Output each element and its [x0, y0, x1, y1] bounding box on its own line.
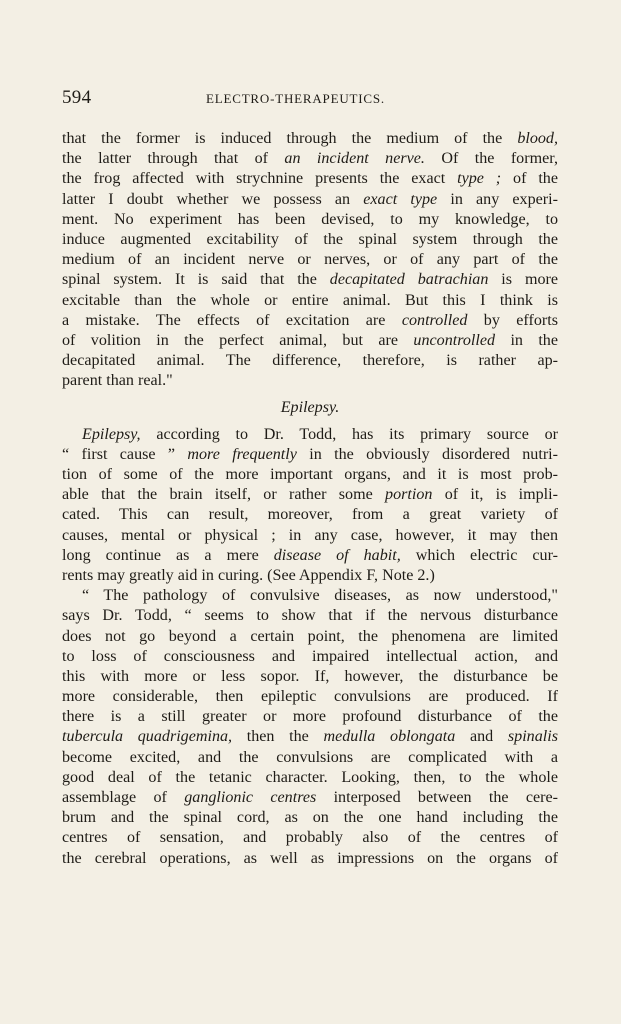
- text-line: centres of sensation, and probably also of the centres of: [62, 829, 558, 847]
- text-line: long continue as a mere disease of habit, which electric cur-: [62, 546, 558, 564]
- page-header: [62, 87, 560, 109]
- page-number: 594: [62, 87, 92, 108]
- italic-phrase: uncontrolled: [413, 331, 496, 349]
- italic-phrase: blood,: [517, 130, 558, 147]
- text-line: ment. No experiment has been devised, to my knowledge, to: [62, 210, 558, 228]
- italic-phrase: spinalis: [507, 728, 558, 746]
- text-line: medium of an incident nerve or nerves, or of any part of the: [62, 251, 558, 269]
- text-line: says Dr. Todd, “ seems to show that if the nervous disturbance: [62, 607, 558, 625]
- text-line: tubercula quadrigemina, then the medulla oblongata and spinalis: [62, 728, 558, 746]
- text-line: spinal system. It is said that the decapitated batrachian is more: [62, 271, 559, 289]
- text-line: the latter through that of an incident nerve. Of the former,: [62, 150, 558, 168]
- text-line: latter I doubt whether we possess an exact type in any experi-: [62, 190, 558, 208]
- text-line: tion of some of the more important organs, and it is most prob-: [62, 466, 558, 483]
- italic-phrase: Epilepsy,: [82, 425, 141, 443]
- body-text: [62, 129, 558, 869]
- text-line: able that the brain itself, or rather some portion of it, is impli-: [62, 486, 558, 504]
- text-line: the frog affected with strychnine presents the exact type ; of the: [62, 170, 558, 188]
- italic-phrase: type ;: [457, 170, 502, 188]
- text-line: a mistake. The effects of excitation are controlled by efforts: [62, 311, 559, 329]
- paragraph-epilepsy: [62, 425, 558, 869]
- italic-phrase: exact type: [363, 190, 438, 208]
- italic-phrase: disease of habit,: [273, 546, 401, 564]
- italic-phrase: ganglionic centres: [184, 789, 317, 806]
- text-line: does not go beyond a certain point, the phenomena are limited: [62, 627, 558, 645]
- text-line: causes, mental or physical ; in any case, however, it may then: [62, 526, 558, 544]
- text-line: decapitated animal. The difference, therefore, is rather ap-: [62, 352, 558, 370]
- text-line: that the former is induced through the medium of the blood,: [62, 130, 558, 147]
- text-line: rents may greatly aid in curing. (See Appendix F, Note 2.): [62, 566, 435, 584]
- italic-phrase: medulla oblongata: [323, 728, 456, 746]
- section-title: Epilepsy.: [280, 399, 340, 417]
- text-line: become excited, and the convulsions are complicated with a: [62, 748, 558, 766]
- text-line: of volition in the perfect animal, but are uncontrolled in the: [62, 331, 559, 349]
- italic-phrase: an incident nerve.: [284, 150, 425, 168]
- text-line: the cerebral operations, as well as impressions on the organs of: [62, 849, 558, 867]
- text-line: excitable than the whole or entire animal. But this I think is: [62, 291, 558, 309]
- text-line: “ first cause ” more frequently in the obviously disordered nutri-: [62, 445, 559, 463]
- text-line: Epilepsy, according to Dr. Todd, has its primary source or: [82, 425, 558, 443]
- text-line: this with more or less sopor. If, however, the disturbance be: [62, 667, 558, 685]
- text-line: there is a still greater or more profound disturbance of the: [62, 708, 558, 726]
- italic-phrase: more frequently: [187, 445, 297, 463]
- running-head: ELECTRO-THERAPEUTICS.: [206, 91, 385, 106]
- italic-phrase: decapitated batrachian: [329, 271, 489, 289]
- text-line: brum and the spinal cord, as on the one hand including the: [62, 809, 558, 827]
- text-line: good deal of the tetanic character. Looking, then, to the whole: [62, 768, 558, 786]
- text-line: more considerable, then epileptic convulsions are produced. If: [62, 688, 558, 706]
- text-line: parent than real.": [62, 372, 173, 390]
- text-line: “ The pathology of convulsive diseases, as now understood,": [82, 587, 558, 605]
- text-line: assemblage of ganglionic centres interposed between the cere-: [62, 789, 558, 806]
- italic-phrase: tubercula quadrigemina,: [62, 728, 233, 746]
- paragraph-continuation: [62, 129, 558, 391]
- italic-phrase: portion: [385, 486, 433, 504]
- text-line: to loss of consciousness and impaired intellectual action, and: [62, 647, 558, 665]
- text-line: cated. This can result, moreover, from a great variety of: [62, 506, 558, 524]
- text-line: induce augmented excitability of the spinal system through the: [62, 230, 558, 248]
- italic-phrase: controlled: [401, 311, 468, 329]
